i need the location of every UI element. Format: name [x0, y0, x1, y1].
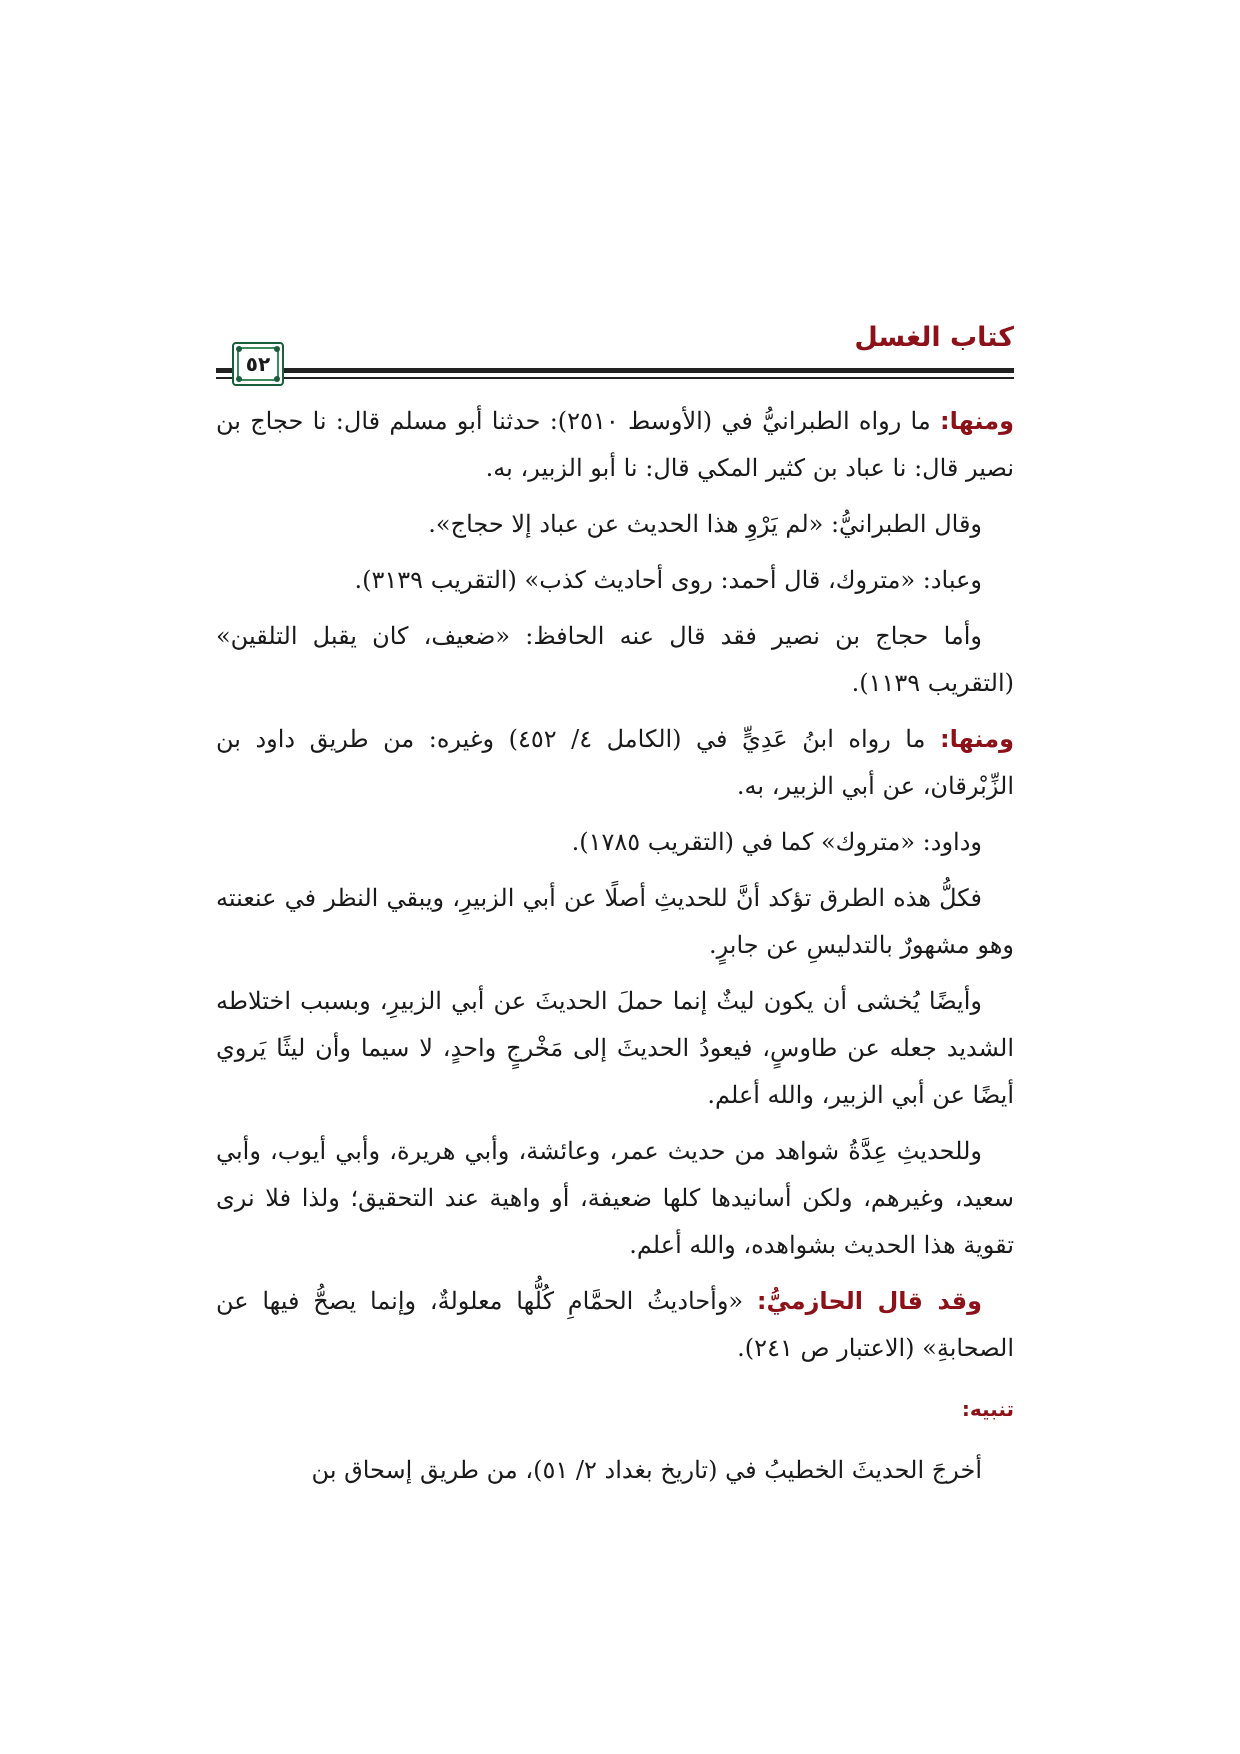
paragraph-text: ما رواه ابنُ عَدِيٍّ في (الكامل ٤/ ٤٥٢) وغيره: من طريق داود بن الزِّبْرقان، عن أبي الزبير، به.	[216, 725, 1014, 800]
ornament-icon	[274, 376, 280, 382]
ornament-icon	[274, 346, 280, 352]
paragraph	[216, 875, 1014, 969]
page-number: ٥٢	[245, 352, 271, 376]
header-rule-thin	[216, 377, 1014, 379]
paragraph	[216, 1128, 1014, 1269]
page-header	[216, 322, 1014, 386]
paragraph	[216, 819, 1014, 866]
paragraph	[216, 557, 1014, 604]
book-title: كتاب الغسل	[854, 322, 1014, 353]
paragraph	[216, 501, 1014, 548]
paragraph-text: وأيضًا يُخشى أن يكون ليثٌ إنما حملَ الحديثَ عن أبي الزبيرِ، وبسبب اختلاطه الشديد جعله عن طاوسٍ، فيعودُ الحديثَ إلى مَخْرجٍ واحدٍ، لا سيما وأن ليثًا يَروي أيضًا عن أبي الزبير، والله أعلم.	[216, 987, 1014, 1109]
paragraph-lead: ومنها:	[939, 725, 1014, 753]
header-rule-thick	[216, 368, 1014, 373]
paragraph-text: وللحديثِ عِدَّةُ شواهد من حديث عمر، وعائشة، وأبي هريرة، وأبي أيوب، وأبي سعيد، وغيرهم، ولكن أسانيدها كلها ضعيفة، أو واهية عند التحقيق؛ ولذا فلا نرى تقوية هذا الحديث بشواهده، والله أعلم.	[216, 1137, 1014, 1259]
paragraph-lead: وقد قال الحازميُّ:	[756, 1287, 982, 1315]
paragraph-text: «وأحاديثُ الحمَّامِ كُلُّها معلولةٌ، وإنما يصحُّ فيها عن الصحابةِ» (الاعتبار ص ٢٤١).	[216, 1287, 1014, 1362]
ornament-icon	[236, 346, 242, 352]
paragraph-text: وعباد: «متروك، قال أحمد: روى أحاديث كذب» (التقريب ٣١٣٩).	[354, 566, 982, 594]
paragraph-text: فكلُّ هذه الطرق تؤكد أنَّ للحديثِ أصلًا عن أبي الزبيرِ، ويبقي النظر في عنعنته وهو مشهورٌ بالتدليسِ عن جابرٍ.	[216, 884, 1014, 959]
paragraph	[216, 1278, 1014, 1372]
paragraph-text: وقال الطبرانيُّ: «لم يَرْوِ هذا الحديث عن عباد إلا حجاج».	[428, 510, 982, 538]
ornament-icon	[236, 376, 242, 382]
paragraph-text: وأما حجاج بن نصير فقد قال عنه الحافظ: «ضعيف، كان يقبل التلقين» (التقريب ١١٣٩).	[216, 622, 1014, 697]
note-heading: تنبيه:	[961, 1397, 1014, 1421]
paragraph	[216, 613, 1014, 707]
paragraph-text: وداود: «متروك» كما في (التقريب ١٧٨٥).	[571, 828, 982, 856]
page-body	[216, 398, 1014, 1503]
paragraph-text: ما رواه الطبرانيُّ في (الأوسط ٢٥١٠): حدثنا أبو مسلم قال: نا حجاج بن نصير قال: نا عباد بن كثير المكي قال: نا أبو الزبير، به.	[216, 407, 1014, 482]
paragraph	[216, 978, 1014, 1119]
paragraph	[216, 398, 1014, 492]
paragraph	[216, 716, 1014, 810]
note-paragraph: أخرجَ الحديثَ الخطيبُ في (تاريخ بغداد ٢/ ٥١)، من طريق إسحاق بن	[311, 1456, 982, 1484]
page-number-badge	[232, 342, 284, 386]
paragraph-lead: ومنها:	[939, 407, 1014, 435]
